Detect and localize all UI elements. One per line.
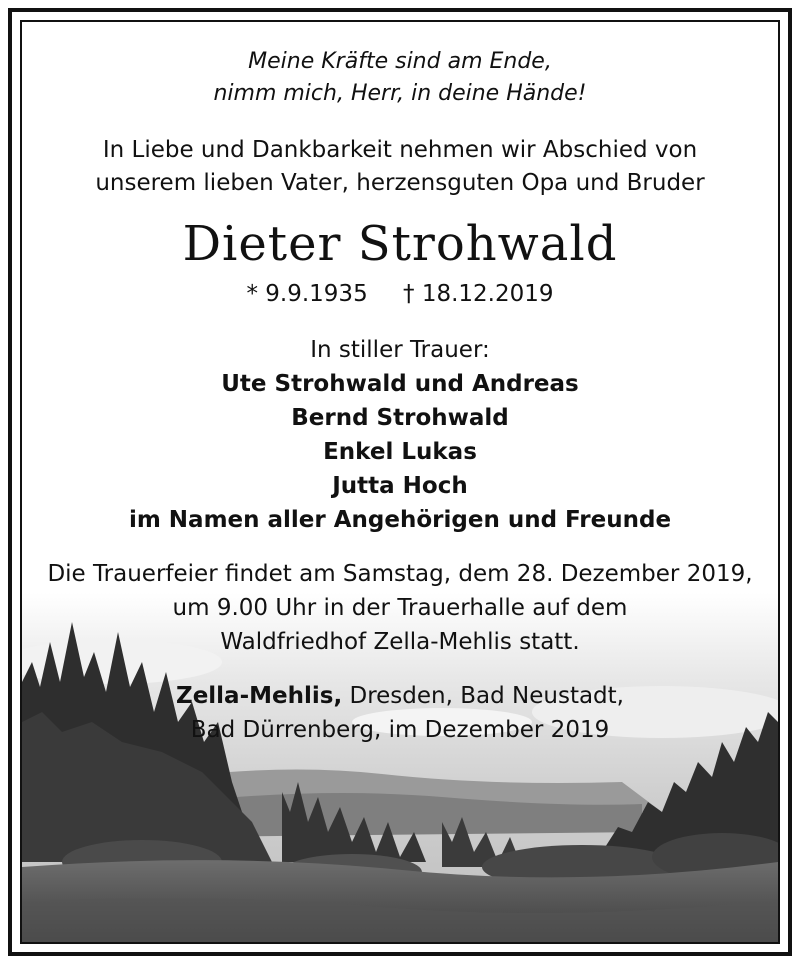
intro-line-2: unserem lieben Vater, herzensguten Opa und Bruder	[95, 170, 705, 196]
mourner-name: Enkel Lukas	[323, 439, 477, 465]
funeral-line-3: Waldfriedhof Zella-Mehlis statt.	[220, 629, 580, 655]
life-dates	[22, 280, 778, 308]
mourners-heading: In stiller Trauer:	[310, 337, 490, 363]
birth-date: * 9.9.1935	[246, 281, 368, 307]
funeral-line-1: Die Trauerfeier findet am Samstag, dem 28. Dezember 2019,	[47, 561, 753, 587]
verse-line-2: nimm mich, Herr, in deine Hände!	[213, 81, 587, 106]
funeral-line-2: um 9.00 Uhr in der Trauerhalle auf dem	[172, 595, 628, 621]
mourner-name: Bernd Strohwald	[291, 405, 509, 431]
places-line-2: Bad Dürrenberg, im Dezember 2019	[190, 717, 610, 743]
places-primary: Zella-Mehlis,	[176, 683, 343, 709]
mourner-name: Jutta Hoch	[332, 473, 468, 499]
death-date: † 18.12.2019	[403, 281, 554, 307]
obituary-card	[20, 20, 780, 944]
places-line-1	[22, 682, 778, 710]
places-rest: Dresden, Bad Neustadt,	[342, 683, 624, 709]
mourners-closing: im Namen aller Angehörigen und Freunde	[128, 507, 672, 533]
deceased-name: Dieter Strohwald	[182, 216, 618, 272]
mourner-name: Ute Strohwald und Andreas	[221, 371, 579, 397]
verse-line-1: Meine Kräfte sind am Ende,	[248, 49, 552, 74]
intro-line-1: In Liebe und Dankbarkeit nehmen wir Abschied von	[102, 137, 698, 163]
